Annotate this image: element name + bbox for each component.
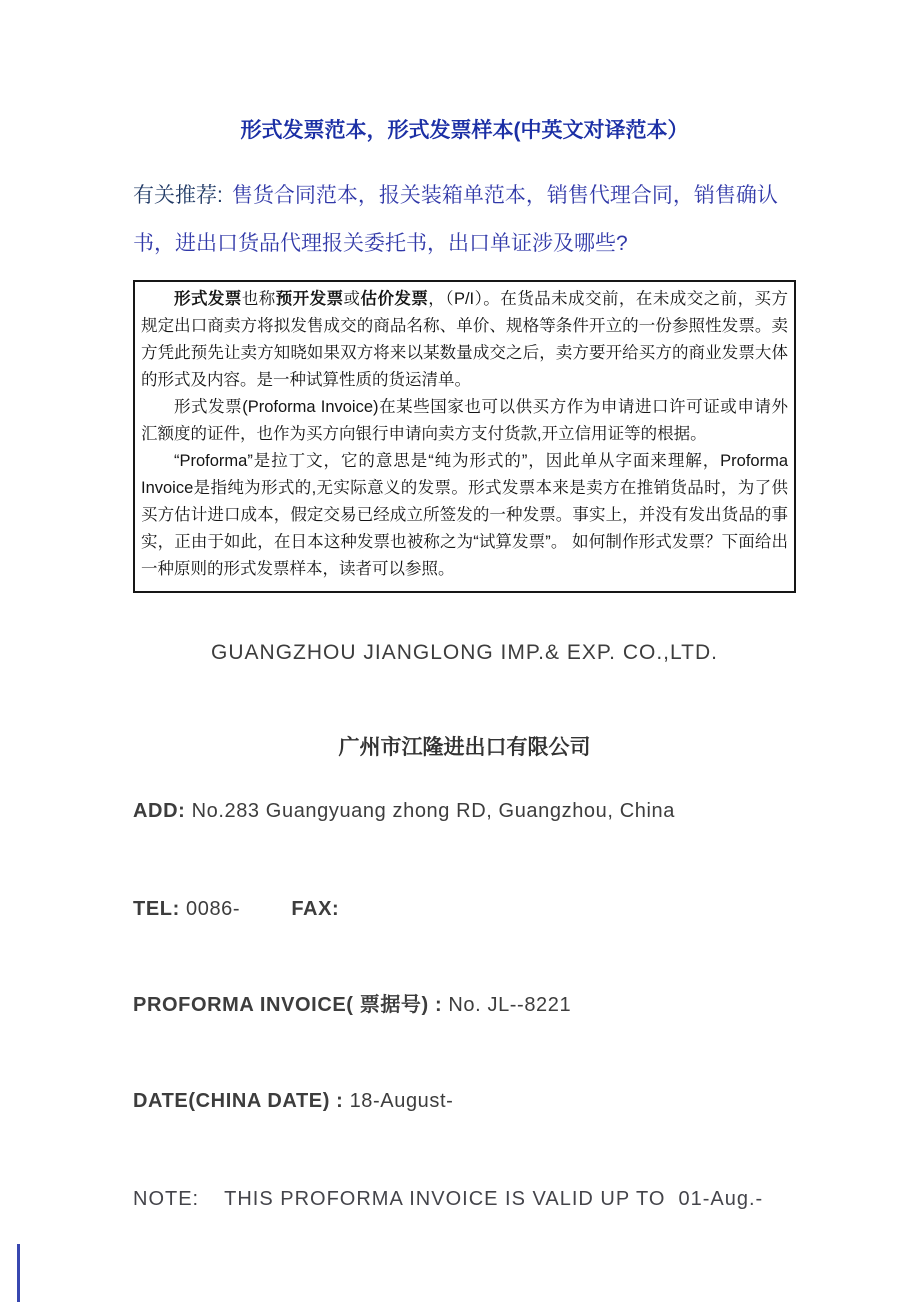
company-name-cn: 广州市江隆进出口有限公司: [338, 736, 591, 759]
invoice-number-label: PROFORMA INVOICE( 票据号) :: [133, 994, 443, 1016]
page-title: 形式发票范本，形式发票样本(中英文对译范本）: [240, 119, 689, 142]
recommend-label: 有关推荐:: [133, 184, 223, 207]
address-line: [133, 798, 796, 824]
box-paragraph-3: “Proforma”是拉丁文，它的意思是“纯为形式的”，因此单从字面来理解，Proforma Invoice是指纯为形式的,无实际意义的发票。形式发票本来是卖方在推销货品时，为了供买方估计进口成本，假定交易已经成立所签发的一种发票。事实上，并没有发出货品的事实，正由于如此，在日本这种发票也被称之为“试算发票”。 如何制作形式发票？下面给出一种原则的形式发票样本，读者可以参照。: [141, 452, 788, 578]
note-line: [133, 1186, 796, 1212]
fax-label: FAX:: [291, 898, 340, 920]
box-paragraph-1: [141, 286, 788, 394]
term-proforma-invoice-cn: 形式发票: [174, 290, 242, 308]
note-value: THIS PROFORMA INVOICE IS VALID UP TO 01-Aug.-: [224, 1188, 764, 1210]
address-label: ADD:: [133, 800, 186, 822]
box-paragraph-2: 形式发票(Proforma Invoice)在某些国家也可以供买方作为申请进口许可证或申请外汇额度的证件，也作为买方向银行申请向卖方支付货款,开立信用证等的根据。: [141, 398, 788, 443]
tel-fax-line: [133, 896, 796, 922]
recommend-links[interactable]: 售货合同范本，报关装箱单范本，销售代理合同，销售确认书，进出口货品代理报关委托书，出口单证涉及哪些?: [133, 184, 778, 255]
date-value: 18-August-: [349, 1090, 454, 1112]
address-value: No.283 Guangyuang zhong RD, Guangzhou, China: [191, 800, 675, 822]
tel-value: 0086-: [186, 898, 241, 920]
intro-box: [133, 280, 796, 593]
page2-table-border-fragment: [17, 1244, 20, 1302]
company-name-en: GUANGZHOU JIANGLONG IMP.& EXP. CO.,LTD.: [211, 641, 718, 664]
p1-rest: ，（P/I）。在货品未成交前，在未成交之前，买方规定出口商卖方将拟发售成交的商品名称、单价、规格等条件开立的一份参照性发票。卖方凭此预先让卖方知晓如果双方将来以某数量成交之后，卖方要开给买方的商业发票大体的形式及内容。是一种试算性质的货运清单。: [141, 290, 788, 389]
term-estimate-invoice: 估价发票: [360, 290, 429, 308]
note-label: NOTE:: [133, 1188, 200, 1210]
date-line: [133, 1088, 796, 1114]
recommend-paragraph: [133, 172, 796, 268]
invoice-number-value: No. JL--8221: [448, 994, 572, 1016]
p1-text-1: 也称: [241, 290, 276, 308]
term-pre-invoice: 预开发票: [275, 290, 344, 308]
tel-label: TEL:: [133, 898, 180, 920]
p1-text-2: 或: [343, 290, 361, 308]
invoice-number-line: [133, 992, 796, 1018]
date-label: DATE(CHINA DATE) :: [133, 1090, 344, 1112]
